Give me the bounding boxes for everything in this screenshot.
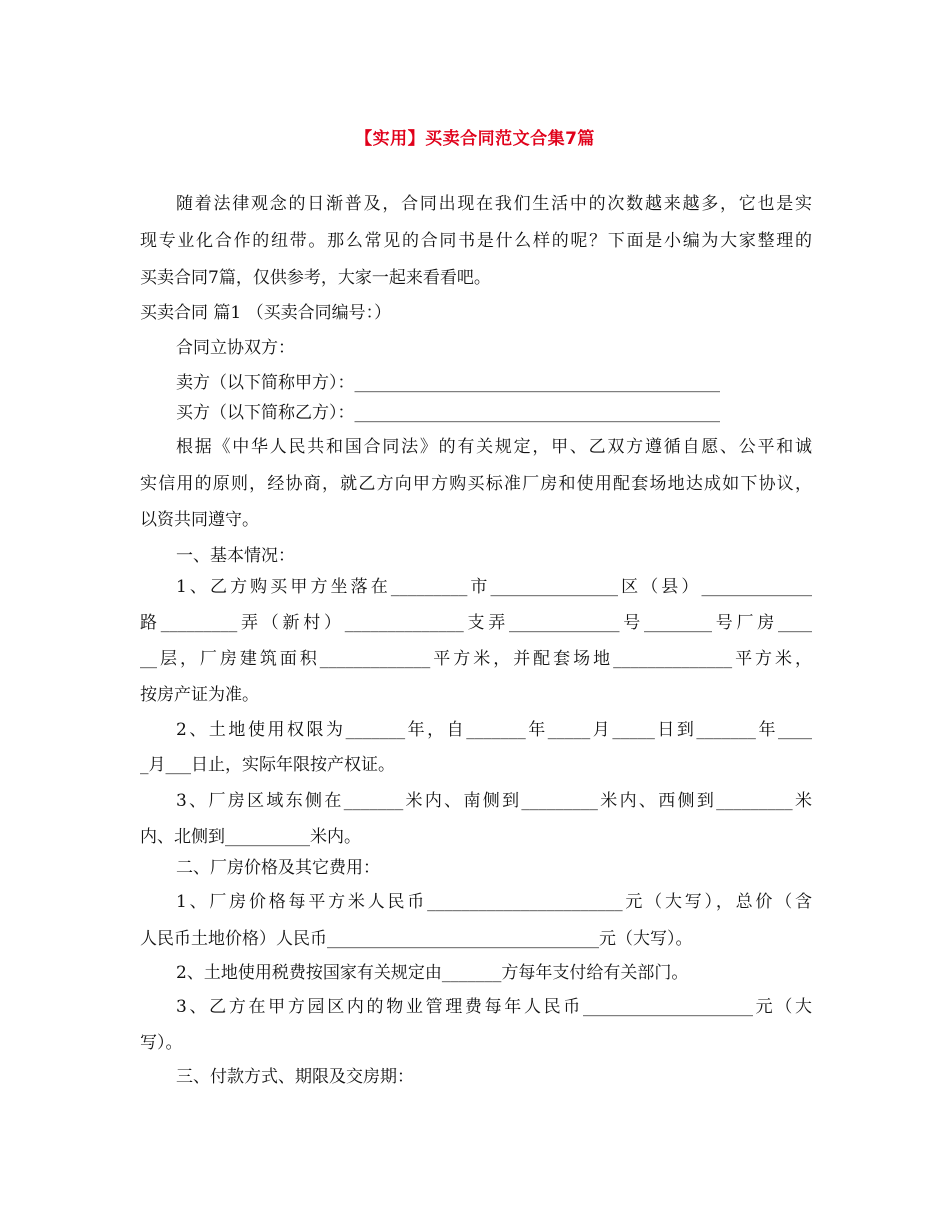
paragraph-line: 实信用的原则，经协商，就乙方向甲方购买标准厂房和使用配套场地达成如下协议，	[140, 474, 812, 494]
paragraph-line: 写）。	[140, 1033, 183, 1053]
paragraph-line: 人民币土地价格）人民币________________________________元（大写）。	[140, 929, 693, 949]
document-title: 【实用】买卖合同范文合集7篇	[355, 129, 595, 149]
paragraph-line: 按房产证为准。	[140, 685, 259, 705]
paragraph-line: 1、厂房价格每平方米人民币_______________________元（大写），总价（含	[176, 892, 812, 912]
paragraph-line: 合同立协双方：	[176, 338, 295, 358]
seller-field-line: 卖方（以下简称甲方）：___________________________________________	[176, 373, 720, 393]
section-heading: 买卖合同 篇1 （买卖合同编号：）	[140, 303, 392, 323]
paragraph-line: 2、土地使用税费按国家有关规定由_______方每年支付给有关部门。	[176, 963, 689, 983]
buyer-field-line: 买方（以下简称乙方）：___________________________________________	[176, 403, 720, 423]
paragraph-line: 3、乙方在甲方园区内的物业管理费每年人民币____________________元（大	[176, 997, 812, 1017]
section-heading: 二、厂房价格及其它费用：	[176, 858, 380, 878]
paragraph-line: __层，厂房建筑面积_____________平方米，并配套场地______________平方米，	[140, 649, 812, 669]
paragraph-line: 路_________弄（新村）______________支弄_____________号________号厂房____	[140, 613, 812, 633]
section-heading: 一、基本情况：	[176, 546, 295, 566]
paragraph-line: 以资共同遵守。	[140, 510, 259, 530]
paragraph-line: 3、厂房区域东侧在_______米内、南侧到_________米内、西侧到_________米	[176, 791, 812, 811]
section-heading: 三、付款方式、期限及交房期：	[176, 1067, 414, 1087]
paragraph-line: 2、土地使用权限为_______年，自_______年_____月_____日到_______年____	[176, 720, 812, 740]
paragraph-line: 随着法律观念的日渐普及，合同出现在我们生活中的次数越来越多，它也是实	[176, 194, 812, 214]
paragraph-line: 内、北侧到__________米内。	[140, 827, 361, 847]
paragraph-line: 现专业化合作的纽带。那么常见的合同书是什么样的呢？下面是小编为大家整理的	[140, 231, 812, 251]
paragraph-line: _月___日止，实际年限按产权证。	[140, 755, 395, 775]
paragraph-line: 根据《中华人民共和国合同法》的有关规定，甲、乙双方遵循自愿、公平和诚	[176, 437, 812, 457]
paragraph-line: 买卖合同7篇，仅供参考，大家一起来看看吧。	[140, 268, 491, 288]
paragraph-line: 1、乙方购买甲方坐落在_________市_______________区（县）_____________	[176, 577, 812, 597]
